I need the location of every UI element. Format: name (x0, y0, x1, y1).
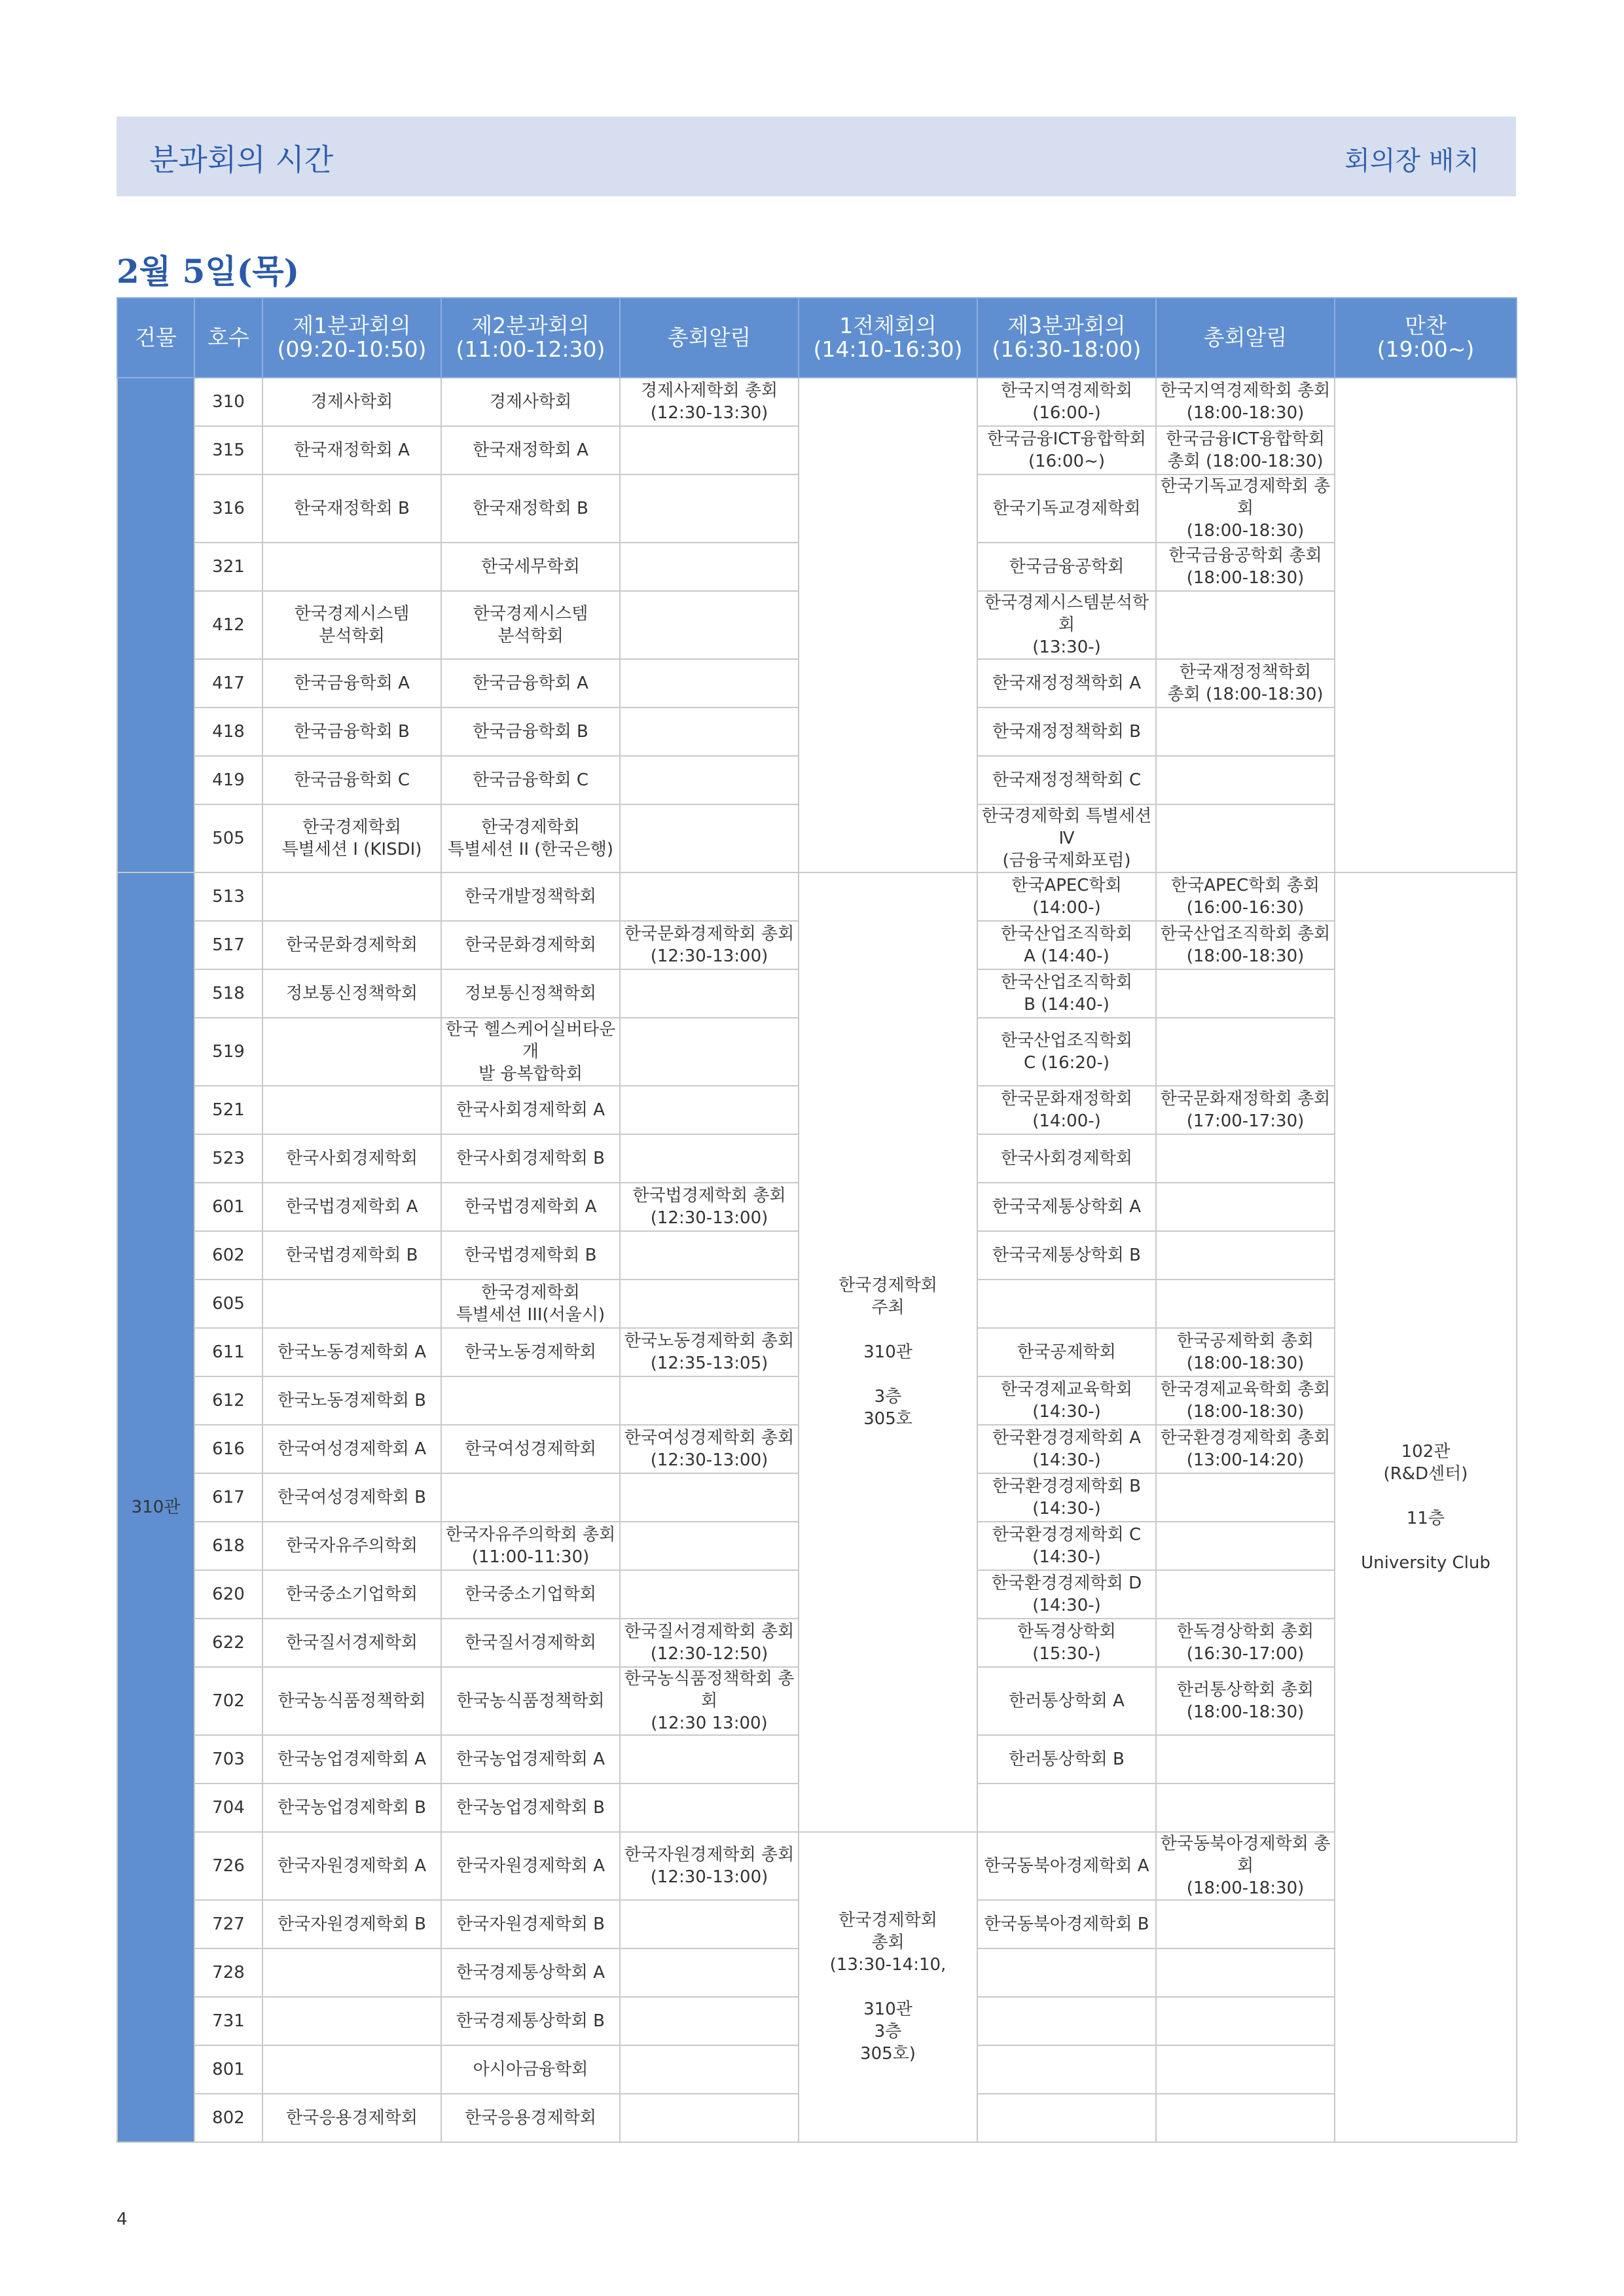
session2-cell: 한국응용경제학회 (441, 2094, 620, 2142)
notice2-cell (1156, 1280, 1335, 1328)
room-number: 728 (194, 1948, 262, 1997)
room-number: 321 (194, 543, 262, 591)
room-number: 704 (194, 1784, 262, 1832)
session2-cell: 한국재정학회 A (441, 426, 620, 475)
column-header: 총회알림 (620, 298, 799, 378)
session3-cell: 한국금융공학회 (977, 543, 1156, 591)
notice1-cell (620, 1280, 799, 1328)
session2-cell: 한국경제통상학회 A (441, 1948, 620, 1997)
session2-cell: 한국자유주의학회 총회 (11:00-11:30) (441, 1522, 620, 1570)
notice2-cell (1156, 1735, 1335, 1784)
notice1-cell: 경제사제학회 총회 (12:30-13:30) (620, 378, 799, 426)
session3-cell: 한국산업조직학회 C (16:20-) (977, 1018, 1156, 1086)
session2-cell: 한국경제학회 특별세션 II (한국은행) (441, 804, 620, 872)
session3-cell: 한국금융ICT융합학회 (16:00~) (977, 426, 1156, 475)
notice1-cell (620, 659, 799, 708)
room-number: 618 (194, 1522, 262, 1570)
session1-cell: 한국응용경제학회 (262, 2094, 441, 2142)
room-number: 622 (194, 1619, 262, 1667)
room-number: 616 (194, 1425, 262, 1473)
room-number: 612 (194, 1376, 262, 1425)
room-number: 617 (194, 1473, 262, 1522)
section-header (117, 117, 1516, 196)
column-header: 만찬 (19:00~) (1335, 298, 1517, 378)
session2-cell: 한국농업경제학회 A (441, 1735, 620, 1784)
notice2-cell: 한국금융공학회 총회 (18:00-18:30) (1156, 543, 1335, 591)
notice1-cell: 한국법경제학회 총회 (12:30-13:00) (620, 1183, 799, 1231)
session2-cell: 한국개발정책학회 (441, 872, 620, 921)
session2-cell: 한국경제시스템 분석학회 (441, 591, 620, 659)
room-number: 620 (194, 1570, 262, 1619)
notice2-cell (1156, 2045, 1335, 2094)
notice2-cell: 한러통상학회 총회 (18:00-18:30) (1156, 1667, 1335, 1735)
session2-cell: 한국법경제학회 B (441, 1231, 620, 1280)
session2-cell: 한국금융학회 A (441, 659, 620, 708)
notice2-cell (1156, 1784, 1335, 1832)
session3-cell: 한국기독교경제학회 (977, 475, 1156, 543)
session3-cell: 한국지역경제학회 (16:00-) (977, 378, 1156, 426)
notice1-cell (620, 426, 799, 475)
room-number: 517 (194, 921, 262, 969)
session2-cell: 한국노동경제학회 (441, 1328, 620, 1376)
session1-cell: 한국문화경제학회 (262, 921, 441, 969)
session2-cell: 한국사회경제학회 A (441, 1086, 620, 1134)
notice2-cell (1156, 1948, 1335, 1997)
column-header: 제3분과회의 (16:30-18:00) (977, 298, 1156, 378)
notice1-cell (620, 1784, 799, 1832)
session1-cell: 한국자원경제학회 B (262, 1900, 441, 1948)
room-number: 726 (194, 1832, 262, 1900)
session2-cell: 한국법경제학회 A (441, 1183, 620, 1231)
notice2-cell (1156, 1522, 1335, 1570)
session2-cell: 한국 헬스케어실버타운개 발 융복합학회 (441, 1018, 620, 1086)
notice1-cell (620, 872, 799, 921)
notice2-cell: 한국환경경제학회 총회 (13:00-14:20) (1156, 1425, 1335, 1473)
notice2-cell: 한국경제교육학회 총회 (18:00-18:30) (1156, 1376, 1335, 1425)
session2-cell: 한국경제학회 특별세션 III(서울시) (441, 1280, 620, 1328)
dinner-cell: 102관 (R&D센터) 11층 University Club (1335, 872, 1517, 2142)
session2-cell: 한국질서경제학회 (441, 1619, 620, 1667)
session1-cell: 한국질서경제학회 (262, 1619, 441, 1667)
session3-cell: 한러통상학회 B (977, 1735, 1156, 1784)
session2-cell (441, 1376, 620, 1425)
notice2-cell: 한국지역경제학회 총회 (18:00-18:30) (1156, 378, 1335, 426)
notice1-cell (620, 804, 799, 872)
session1-cell: 한국금융학회 C (262, 756, 441, 804)
notice2-cell: 한국문화재정학회 총회 (17:00-17:30) (1156, 1086, 1335, 1134)
session2-cell: 한국문화경제학회 (441, 921, 620, 969)
table-header-row (117, 298, 1517, 378)
room-number: 518 (194, 969, 262, 1018)
session3-cell (977, 1280, 1156, 1328)
session3-cell: 한독경상학회 (15:30-) (977, 1619, 1156, 1667)
room-number: 601 (194, 1183, 262, 1231)
session1-cell: 한국농업경제학회 A (262, 1735, 441, 1784)
notice2-cell: 한국금융ICT융합학회 총회 (18:00-18:30) (1156, 426, 1335, 475)
column-header: 제2분과회의 (11:00-12:30) (441, 298, 620, 378)
notice1-cell (620, 969, 799, 1018)
session1-cell (262, 543, 441, 591)
notice1-cell (620, 708, 799, 756)
plenary-blank-cell (799, 378, 977, 872)
session3-cell: 한국동북아경제학회 A (977, 1832, 1156, 1900)
session1-cell: 한국농업경제학회 B (262, 1784, 441, 1832)
session2-cell: 한국여성경제학회 (441, 1425, 620, 1473)
notice2-cell (1156, 1018, 1335, 1086)
room-number: 801 (194, 2045, 262, 2094)
table-row (117, 378, 1517, 426)
notice1-cell: 한국질서경제학회 총회 (12:30-12:50) (620, 1619, 799, 1667)
session3-cell: 한국산업조직학회 A (14:40-) (977, 921, 1156, 969)
notice2-cell (1156, 1900, 1335, 1948)
session3-cell: 한국APEC학회 (14:00-) (977, 872, 1156, 921)
session1-cell (262, 872, 441, 921)
session1-cell: 경제사학회 (262, 378, 441, 426)
session3-cell: 한국재정정책학회 C (977, 756, 1156, 804)
notice1-cell (620, 1376, 799, 1425)
room-number: 419 (194, 756, 262, 804)
room-number: 703 (194, 1735, 262, 1784)
session1-cell: 한국여성경제학회 A (262, 1425, 441, 1473)
notice1-cell (620, 1997, 799, 2045)
session2-cell: 한국자원경제학회 B (441, 1900, 620, 1948)
notice1-cell: 한국문화경제학회 총회 (12:30-13:00) (620, 921, 799, 969)
notice1-cell: 한국노동경제학회 총회 (12:35-13:05) (620, 1328, 799, 1376)
notice2-cell (1156, 1570, 1335, 1619)
session3-cell: 한국사회경제학회 (977, 1134, 1156, 1183)
column-header: 1전체회의 (14:10-16:30) (799, 298, 977, 378)
notice2-cell: 한독경상학회 총회 (16:30-17:00) (1156, 1619, 1335, 1667)
notice2-cell (1156, 2094, 1335, 2142)
session1-cell: 한국재정학회 B (262, 475, 441, 543)
column-header: 호수 (194, 298, 262, 378)
session1-cell: 한국법경제학회 B (262, 1231, 441, 1280)
session2-cell: 한국금융학회 B (441, 708, 620, 756)
session1-cell: 한국중소기업학회 (262, 1570, 441, 1619)
session3-cell: 한국환경경제학회 B (14:30-) (977, 1473, 1156, 1522)
session1-cell (262, 1018, 441, 1086)
schedule-table (117, 297, 1517, 2143)
session3-cell: 한국환경경제학회 D (14:30-) (977, 1570, 1156, 1619)
notice1-cell (620, 1948, 799, 1997)
room-number: 523 (194, 1134, 262, 1183)
notice1-cell: 한국자원경제학회 총회 (12:30-13:00) (620, 1832, 799, 1900)
notice1-cell (620, 2094, 799, 2142)
session1-cell (262, 1280, 441, 1328)
notice2-cell (1156, 708, 1335, 756)
notice1-cell (620, 1018, 799, 1086)
session3-cell: 한국국제통상학회 B (977, 1231, 1156, 1280)
session1-cell: 한국노동경제학회 A (262, 1328, 441, 1376)
session3-cell: 한국경제시스템분석학회 (13:30-) (977, 591, 1156, 659)
session2-cell: 아시아금융학회 (441, 2045, 620, 2094)
column-header: 제1분과회의 (09:20-10:50) (262, 298, 441, 378)
session3-cell: 한국경제학회 특별세션 Ⅳ (금융국제화포럼) (977, 804, 1156, 872)
room-number: 417 (194, 659, 262, 708)
notice2-cell: 한국재정정책학회 총회 (18:00-18:30) (1156, 659, 1335, 708)
date-title: 2월 5일(목) (117, 252, 300, 291)
session2-cell: 한국농식품정책학회 (441, 1667, 620, 1735)
session3-cell: 한국공제학회 (977, 1328, 1156, 1376)
session1-cell: 한국농식품정책학회 (262, 1667, 441, 1735)
plenary-cell: 한국경제학회 주최 310관 3층 305호 (799, 872, 977, 1832)
room-number: 310 (194, 378, 262, 426)
page-number: 4 (117, 2210, 128, 2229)
table-row (117, 872, 1517, 921)
notice2-cell (1156, 1473, 1335, 1522)
session1-cell (262, 1997, 441, 2045)
session2-cell: 경제사학회 (441, 378, 620, 426)
notice1-cell (620, 1231, 799, 1280)
session3-cell (977, 1948, 1156, 1997)
session1-cell: 한국금융학회 A (262, 659, 441, 708)
notice2-cell (1156, 1183, 1335, 1231)
session1-cell (262, 1086, 441, 1134)
notice2-cell (1156, 591, 1335, 659)
notice1-cell (620, 1522, 799, 1570)
dinner-blank-cell (1335, 378, 1517, 872)
session2-cell: 한국재정학회 B (441, 475, 620, 543)
session1-cell: 한국사회경제학회 (262, 1134, 441, 1183)
notice2-cell: 한국공제학회 총회 (18:00-18:30) (1156, 1328, 1335, 1376)
room-number: 418 (194, 708, 262, 756)
section-subtitle: 회의장 배치 (1344, 146, 1479, 176)
session3-cell (977, 1784, 1156, 1832)
session3-cell: 한국경제교육학회 (14:30-) (977, 1376, 1156, 1425)
session3-cell: 한국동북아경제학회 B (977, 1900, 1156, 1948)
notice1-cell (620, 543, 799, 591)
session1-cell: 정보통신정책학회 (262, 969, 441, 1018)
session2-cell: 한국자원경제학회 A (441, 1832, 620, 1900)
notice2-cell: 한국동북아경제학회 총회 (18:00-18:30) (1156, 1832, 1335, 1900)
session1-cell: 한국여성경제학회 B (262, 1473, 441, 1522)
notice1-cell (620, 756, 799, 804)
notice2-cell (1156, 1231, 1335, 1280)
session1-cell: 한국경제학회 특별세션 I (KISDI) (262, 804, 441, 872)
notice1-cell (620, 1570, 799, 1619)
room-number: 412 (194, 591, 262, 659)
session3-cell (977, 2045, 1156, 2094)
room-number: 731 (194, 1997, 262, 2045)
room-number: 605 (194, 1280, 262, 1328)
session1-cell (262, 2045, 441, 2094)
session2-cell: 한국농업경제학회 B (441, 1784, 620, 1832)
session2-cell: 정보통신정책학회 (441, 969, 620, 1018)
room-number: 315 (194, 426, 262, 475)
notice1-cell (620, 1134, 799, 1183)
session1-cell: 한국재정학회 A (262, 426, 441, 475)
building-cell-blank (117, 378, 194, 872)
session2-cell: 한국세무학회 (441, 543, 620, 591)
session3-cell: 한국재정정책학회 B (977, 708, 1156, 756)
session2-cell: 한국중소기업학회 (441, 1570, 620, 1619)
room-number: 611 (194, 1328, 262, 1376)
session3-cell: 한러통상학회 A (977, 1667, 1156, 1735)
session2-cell (441, 1473, 620, 1522)
notice1-cell: 한국여성경제학회 총회 (12:30-13:00) (620, 1425, 799, 1473)
room-number: 802 (194, 2094, 262, 2142)
session3-cell: 한국환경경제학회 A (14:30-) (977, 1425, 1156, 1473)
notice1-cell: 한국농식품정책학회 총회 (12:30 13:00) (620, 1667, 799, 1735)
session1-cell (262, 1948, 441, 1997)
session1-cell: 한국법경제학회 A (262, 1183, 441, 1231)
notice1-cell (620, 1900, 799, 1948)
notice1-cell (620, 591, 799, 659)
notice1-cell (620, 1473, 799, 1522)
column-header: 건물 (117, 298, 194, 378)
session1-cell: 한국경제시스템 분석학회 (262, 591, 441, 659)
notice2-cell (1156, 804, 1335, 872)
building-cell: 310관 (117, 872, 194, 2142)
room-number: 602 (194, 1231, 262, 1280)
session3-cell: 한국재정정책학회 A (977, 659, 1156, 708)
session3-cell: 한국문화재정학회 (14:00-) (977, 1086, 1156, 1134)
section-title: 분과회의 시간 (149, 142, 334, 177)
session3-cell: 한국환경경제학회 C (14:30-) (977, 1522, 1156, 1570)
notice2-cell: 한국APEC학회 총회 (16:00-16:30) (1156, 872, 1335, 921)
table-row (117, 1832, 1517, 1900)
notice2-cell (1156, 1997, 1335, 2045)
session1-cell: 한국금융학회 B (262, 708, 441, 756)
room-number: 316 (194, 475, 262, 543)
notice2-cell: 한국기독교경제학회 총회 (18:00-18:30) (1156, 475, 1335, 543)
notice2-cell: 한국산업조직학회 총회 (18:00-18:30) (1156, 921, 1335, 969)
session3-cell (977, 2094, 1156, 2142)
room-number: 521 (194, 1086, 262, 1134)
notice1-cell (620, 2045, 799, 2094)
notice1-cell (620, 475, 799, 543)
session1-cell: 한국노동경제학회 B (262, 1376, 441, 1425)
notice1-cell (620, 1086, 799, 1134)
room-number: 505 (194, 804, 262, 872)
notice2-cell (1156, 969, 1335, 1018)
session2-cell: 한국경제통상학회 B (441, 1997, 620, 2045)
column-header: 총회알림 (1156, 298, 1335, 378)
room-number: 519 (194, 1018, 262, 1086)
notice2-cell (1156, 1134, 1335, 1183)
session3-cell: 한국산업조직학회 B (14:40-) (977, 969, 1156, 1018)
room-number: 702 (194, 1667, 262, 1735)
session1-cell: 한국자유주의학회 (262, 1522, 441, 1570)
session3-cell: 한국국제통상학회 A (977, 1183, 1156, 1231)
session3-cell (977, 1997, 1156, 2045)
notice1-cell (620, 1735, 799, 1784)
room-number: 727 (194, 1900, 262, 1948)
notice2-cell (1156, 756, 1335, 804)
room-number: 513 (194, 872, 262, 921)
session2-cell: 한국사회경제학회 B (441, 1134, 620, 1183)
session2-cell: 한국금융학회 C (441, 756, 620, 804)
plenary-general-assembly-cell: 한국경제학회 총회 (13:30-14:10, 310관 3층 305호) (799, 1832, 977, 2142)
session1-cell: 한국자원경제학회 A (262, 1832, 441, 1900)
